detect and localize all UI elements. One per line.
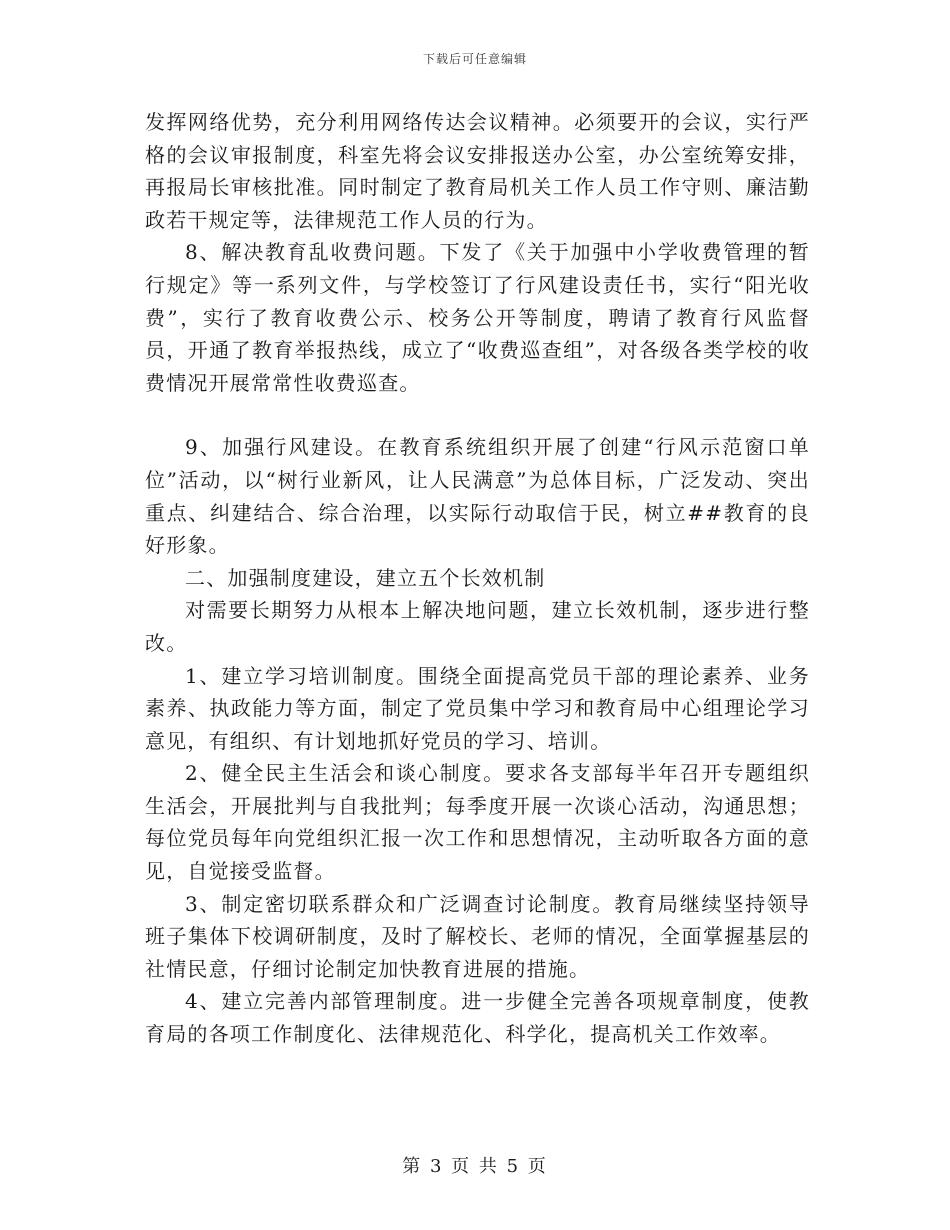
- section-heading: 二、加强制度建设，建立五个长效机制: [185, 565, 546, 590]
- paragraph-item-9: 9、加强行风建设。在教育系统组织开展了创建“行风示范窗口单位”活动，以“树行业新风，让人民满意”为总体目标，广泛发动、突出重点、纠建结合、综合治理，以实际行动取信于民，树立##教育的良好形象。: [145, 435, 810, 558]
- paragraph-item-2: 2、健全民主生活会和谈心制度。要求各支部每半年召开专题组织生活会，开展批判与自我批判；每季度开展一次谈心活动，沟通思想；每位党员每年向党组织汇报一次工作和思想情况，主动听取各方面的意见，自觉接受监督。: [145, 761, 810, 884]
- document-body: [145, 106, 810, 1051]
- paragraph-gap: [145, 399, 810, 431]
- page-header: 下载后可任意编辑: [422, 52, 527, 66]
- paragraph-item-8: 8、解决教育乱收费问题。下发了《关于加强中小学收费管理的暂行规定》等一系列文件，与学校签订了行风建设责任书，实行“阳光收费”，实行了教育收费公示、校务公开等制度，聘请了教育行风监督员，开通了教育举报热线，成立了“收费巡查组”，对各级各类学校的收费情况开展常常性收费巡查。: [145, 240, 810, 395]
- paragraph-continuation: 发挥网络优势，充分利用网络传达会议精神。必须要开的会议，实行严格的会议审报制度，科室先将会议安排报送办公室，办公室统筹安排，再报局长审核批准。同时制定了教育局机关工作人员工作守则、廉洁勤政若干规定等，法律规范工作人员的行为。: [145, 110, 810, 232]
- paragraph-item-4: 4、建立完善内部管理制度。进一步健全完善各项规章制度，使教育局的各项工作制度化、法律规范化、科学化，提高机关工作效率。: [145, 989, 810, 1047]
- paragraph-item-1: 1、建立学习培训制度。围绕全面提高党员干部的理论素养、业务素养、执政能力等方面，制定了党员集中学习和教育局中心组理论学习意见，有组织、有计划地抓好党员的学习、培训。: [145, 663, 810, 753]
- paragraph-item-3: 3、制定密切联系群众和广泛调查讨论制度。教育局继续坚持领导班子集体下校调研制度，及时了解校长、老师的情况，全面掌握基层的社情民意，仔细讨论制定加快教育进展的措施。: [145, 891, 810, 981]
- paragraph-intro: 对需要长期努力从根本上解决地问题，建立长效机制，逐步进行整改。: [145, 598, 810, 655]
- page-number: 第 3 页 共 5 页: [402, 1156, 548, 1177]
